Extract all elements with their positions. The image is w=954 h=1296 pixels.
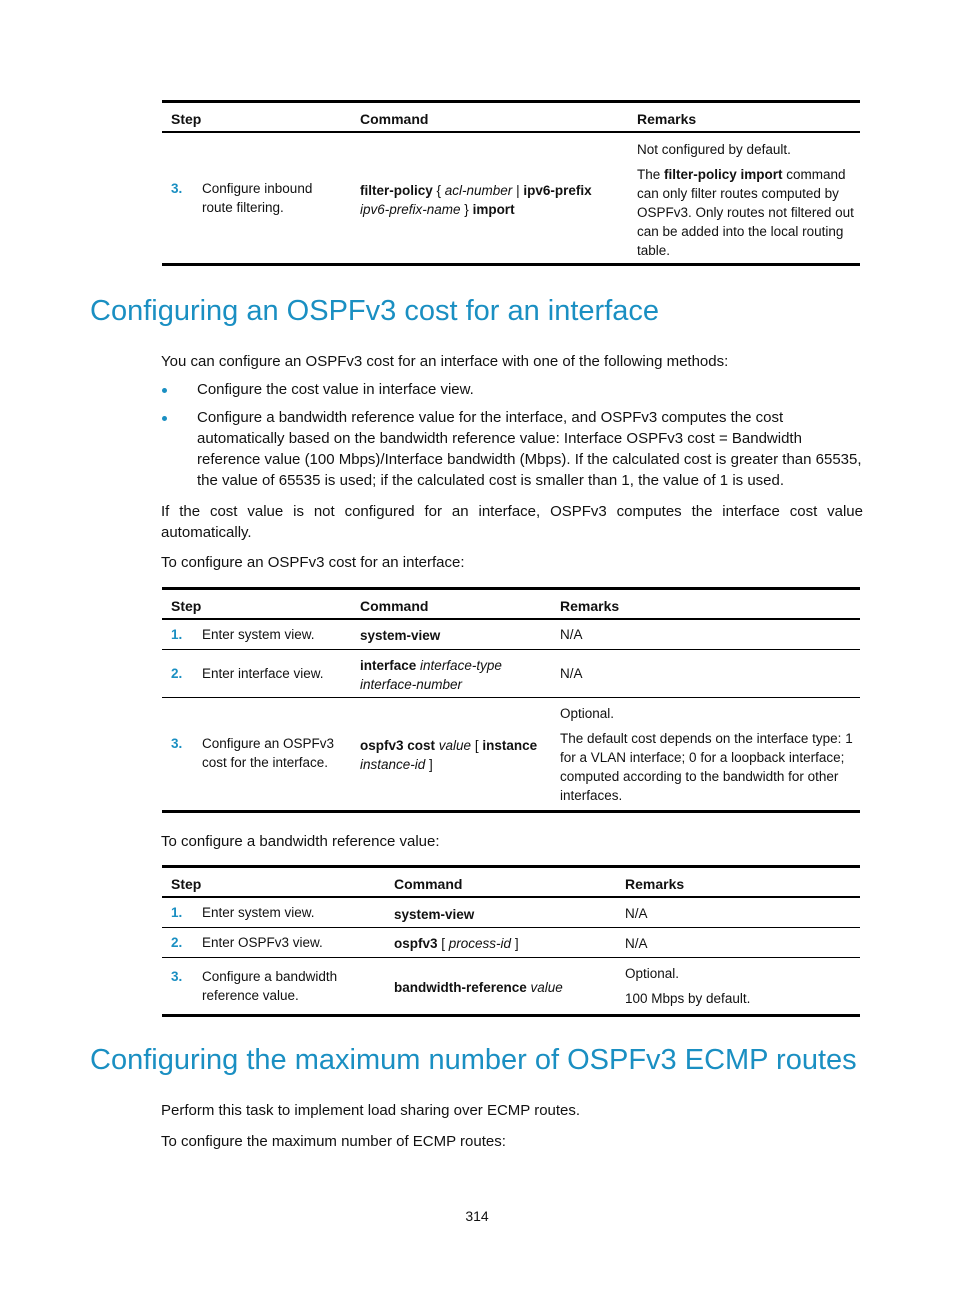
text-run: ospfv3 cost [360,738,436,753]
command-text [360,656,530,694]
text-run: bandwidth-reference [394,980,527,995]
text-run: system-view [394,907,475,922]
table-row [162,650,860,698]
table-row [162,898,860,928]
table-bandwidth-reference [162,865,860,1017]
command-text [394,905,614,924]
remark-paragraph [625,934,855,953]
table-header [162,590,860,620]
section-heading: Configuring the maximum number of OSPFv3 ECMP routes [90,1044,857,1076]
text-run: instance-id [360,757,426,772]
text-run: ospfv3 [394,936,438,951]
step-description: Enter OSPFv3 view. [202,935,323,950]
text-run: value [530,980,563,995]
command-text [360,181,610,219]
text-run: N/A [560,666,583,681]
step-number: 1. [171,905,183,920]
bullet-item: Configure a bandwidth reference value for the interface, and OSPFv3 computes the cost automatically based on the bandwidth reference value: Interface OSPFv3 cost = Bandwidth reference value (100 Mbps)/Interface bandwidth (Mbps). If the calculated cost is greater than 65535, the value of 65535 is used; if the calculated cost is smaller than 1, the value of 1 is used. [197,409,862,489]
text-run: } [460,202,473,217]
text-run: { [432,183,445,198]
table-row [162,928,860,958]
paragraph: To configure an OSPFv3 cost for an interface: [161,554,465,571]
text-run: | [512,183,524,198]
remark-paragraph [625,989,855,1008]
command-text [394,934,614,953]
text-run: N/A [560,627,583,642]
text-run: filter-policy import [664,167,783,182]
table-header [162,103,860,133]
text-run: 100 Mbps by default. [625,991,751,1006]
table-row [162,958,860,1014]
intro-paragraph: You can configure an OSPFv3 cost for an interface with one of the following methods: [161,353,729,370]
table-row [162,698,860,810]
step-description: Enter system view. [202,627,315,642]
text-run: interface [360,658,417,673]
table-header [162,868,860,898]
text-run: system-view [360,628,441,643]
text-run: ipv6-prefix [523,183,592,198]
text-run: interface-type interface-number [360,658,502,692]
paragraph: To configure the maximum number of ECMP routes: [161,1133,506,1150]
command-text [360,736,550,774]
text-run: N/A [625,936,648,951]
header-step: Step [171,876,202,892]
text-run: ] [425,757,433,772]
step-description: Enter interface view. [202,666,324,681]
remark-paragraph [560,664,855,683]
remark-paragraph [560,704,855,723]
page-number: 314 [465,1208,489,1224]
text-run: filter-policy [360,183,433,198]
remark-paragraph [625,964,855,983]
command-text [360,626,550,645]
remark-paragraph [560,625,855,644]
text-run: Not configured by default. [637,142,791,157]
remarks-text [560,625,855,650]
header-step: Step [171,111,202,127]
table-filter-policy [162,100,860,266]
text-run: Optional. [560,706,615,721]
header-remarks: Remarks [637,111,697,127]
step-description: Configure an OSPFv3 cost for the interface. [202,736,335,770]
table-row [162,620,860,650]
text-run: import [472,202,515,217]
header-command: Command [360,111,429,127]
bullet-item: Configure the cost value in interface view. [197,381,474,398]
text-run: The default cost depends on the interface type: 1 for a VLAN interface; 0 for a loopback interface; computed according to the bandwidth for other interfaces. [560,731,853,803]
step-description: Enter system view. [202,905,315,920]
step-number: 3. [171,736,183,751]
text-run: ipv6-prefix-name [360,202,461,217]
paragraph: Perform this task to implement load sharing over ECMP routes. [161,1102,581,1119]
step-number: 3. [171,969,183,984]
remarks-text [560,664,855,689]
step-description: Configure inbound route filtering. [202,181,313,215]
table-ospfv3-cost [162,587,860,813]
text-run: Optional. [625,966,680,981]
section-heading: Configuring an OSPFv3 cost for an interface [90,295,660,327]
text-run: instance [482,738,538,753]
text-run: command can only filter routes computed by OSPFv3. Only routes not filtered out can be added into the local routing table. [637,167,854,258]
text-run: N/A [625,906,648,921]
step-number: 3. [171,181,183,196]
remark-paragraph [637,140,857,159]
command-text [394,978,614,997]
step-number: 1. [171,627,183,642]
header-command: Command [394,876,463,892]
step-number: 2. [171,935,183,950]
text-run: [ [437,936,449,951]
text-run: acl-number [444,183,513,198]
remark-paragraph [637,165,857,260]
text-run: The [637,167,665,182]
remarks-text [560,704,855,811]
remarks-text [625,934,855,959]
remarks-text [637,140,857,266]
text-run: [ [471,738,483,753]
remark-paragraph [560,729,855,805]
remark-paragraph [625,904,855,923]
paragraph: If the cost value is not configured for an interface, OSPFv3 computes the interface cost value automatically. [161,503,863,541]
paragraph: To configure a bandwidth reference value: [161,833,440,850]
header-remarks: Remarks [625,876,685,892]
step-number: 2. [171,666,183,681]
remarks-text [625,904,855,929]
header-command: Command [360,598,429,614]
table-row [162,133,860,263]
text-run: ] [511,936,519,951]
text-run: value [438,738,472,753]
header-step: Step [171,598,202,614]
header-remarks: Remarks [560,598,620,614]
step-description: Configure a bandwidth reference value. [202,969,338,1003]
text-run: process-id [448,936,512,951]
remarks-text [625,964,855,1014]
